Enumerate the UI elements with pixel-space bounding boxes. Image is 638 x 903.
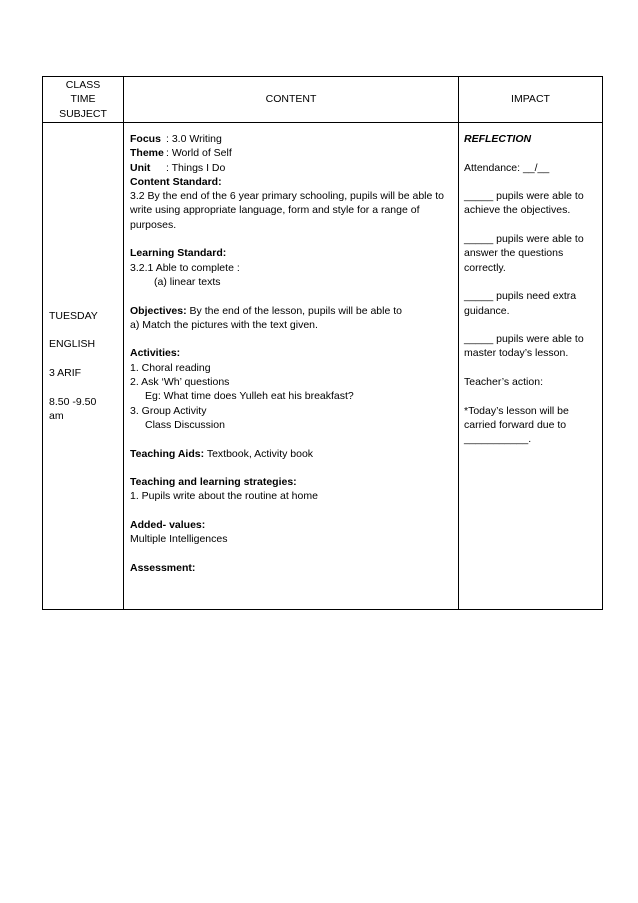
focus-value: : 3.0 Writing: [166, 133, 222, 145]
objectives-item: a) Match the pictures with the text given.: [130, 318, 318, 331]
teaching-aids-value: Textbook, Activity book: [204, 447, 314, 460]
carried-forward-text: *Today’s lesson will be carried forward due to ___________.: [464, 404, 569, 446]
learning-standard-subitem: (a) linear texts: [154, 275, 221, 288]
unit-line: [130, 161, 453, 175]
activity-subitem: Class Discussion: [145, 418, 225, 431]
strategies-item: 1. Pupils write about the routine at home: [130, 490, 318, 503]
activity-item: 3. Group Activity: [130, 404, 207, 417]
lesson-plan-table: [42, 76, 603, 610]
added-values-label: Added- values:: [130, 519, 206, 532]
reflection-achieve: _____ pupils were able to achieve the objectives.: [464, 190, 584, 217]
strategies-label: Teaching and learning strategies:: [130, 476, 297, 489]
header-impact: IMPACT: [459, 77, 603, 123]
table-header-row: [43, 77, 603, 123]
table-body-row: [43, 123, 603, 610]
reflection-label: REFLECTION: [464, 133, 532, 145]
teaching-aids-line: [130, 447, 453, 461]
reflection-guidance: _____ pupils need extra guidance.: [464, 290, 577, 317]
focus-label: Focus: [130, 133, 161, 145]
header-class: CLASS: [65, 78, 101, 91]
day-text: TUESDAY: [49, 309, 98, 322]
impact-cell: [459, 123, 603, 610]
theme-line: [130, 146, 453, 160]
subject-text: ENGLISH: [49, 338, 96, 351]
unit-value: : Things I Do: [166, 161, 226, 174]
header-time: TIME: [70, 93, 96, 106]
unit-label: Unit: [130, 161, 151, 174]
reflection-answer: _____ pupils were able to answer the questions correctly.: [464, 233, 584, 274]
assessment-label: Assessment:: [130, 561, 196, 574]
content-standard-text: 3.2 By the end of the 6 year primary schooling, pupils will be able to write using appropriate language, form and style for a range of purposes.: [130, 190, 445, 231]
objectives-line: [130, 304, 453, 318]
activities-label: Activities:: [130, 347, 181, 360]
added-values-item: Multiple Intelligences: [130, 533, 228, 546]
class-text: 3 ARIF: [49, 367, 82, 379]
theme-value: : World of Self: [166, 147, 232, 160]
header-subject: SUBJECT: [59, 107, 107, 120]
content-cell: [124, 123, 459, 610]
teaching-aids-label: Teaching Aids:: [130, 447, 205, 460]
header-class-time-subject: [43, 77, 124, 123]
learning-standard-label: Learning Standard:: [130, 247, 227, 260]
objectives-label: Objectives:: [130, 304, 187, 317]
activity-item: 1. Choral reading: [130, 361, 211, 374]
time-text-line2: am: [49, 409, 64, 422]
reflection-master: _____ pupils were able to master today’s lesson.: [464, 333, 584, 360]
objectives-text: By the end of the lesson, pupils will be able to: [186, 304, 402, 317]
attendance-text: Attendance: __/__: [464, 161, 550, 174]
activity-item: 2. Ask ‘Wh’ questions: [130, 376, 230, 389]
learning-standard-item: 3.2.1 Able to complete :: [130, 261, 240, 274]
time-text-line1: 8.50 -9.50: [49, 395, 97, 408]
content-standard-label: Content Standard:: [130, 175, 222, 188]
header-content: CONTENT: [124, 77, 459, 123]
focus-line: [130, 132, 453, 146]
teacher-action-text: Teacher’s action:: [464, 376, 543, 389]
theme-label: Theme: [130, 147, 164, 160]
activity-example: Eg: What time does Yulleh eat his breakfast?: [145, 390, 354, 403]
class-info-cell: [43, 123, 124, 610]
